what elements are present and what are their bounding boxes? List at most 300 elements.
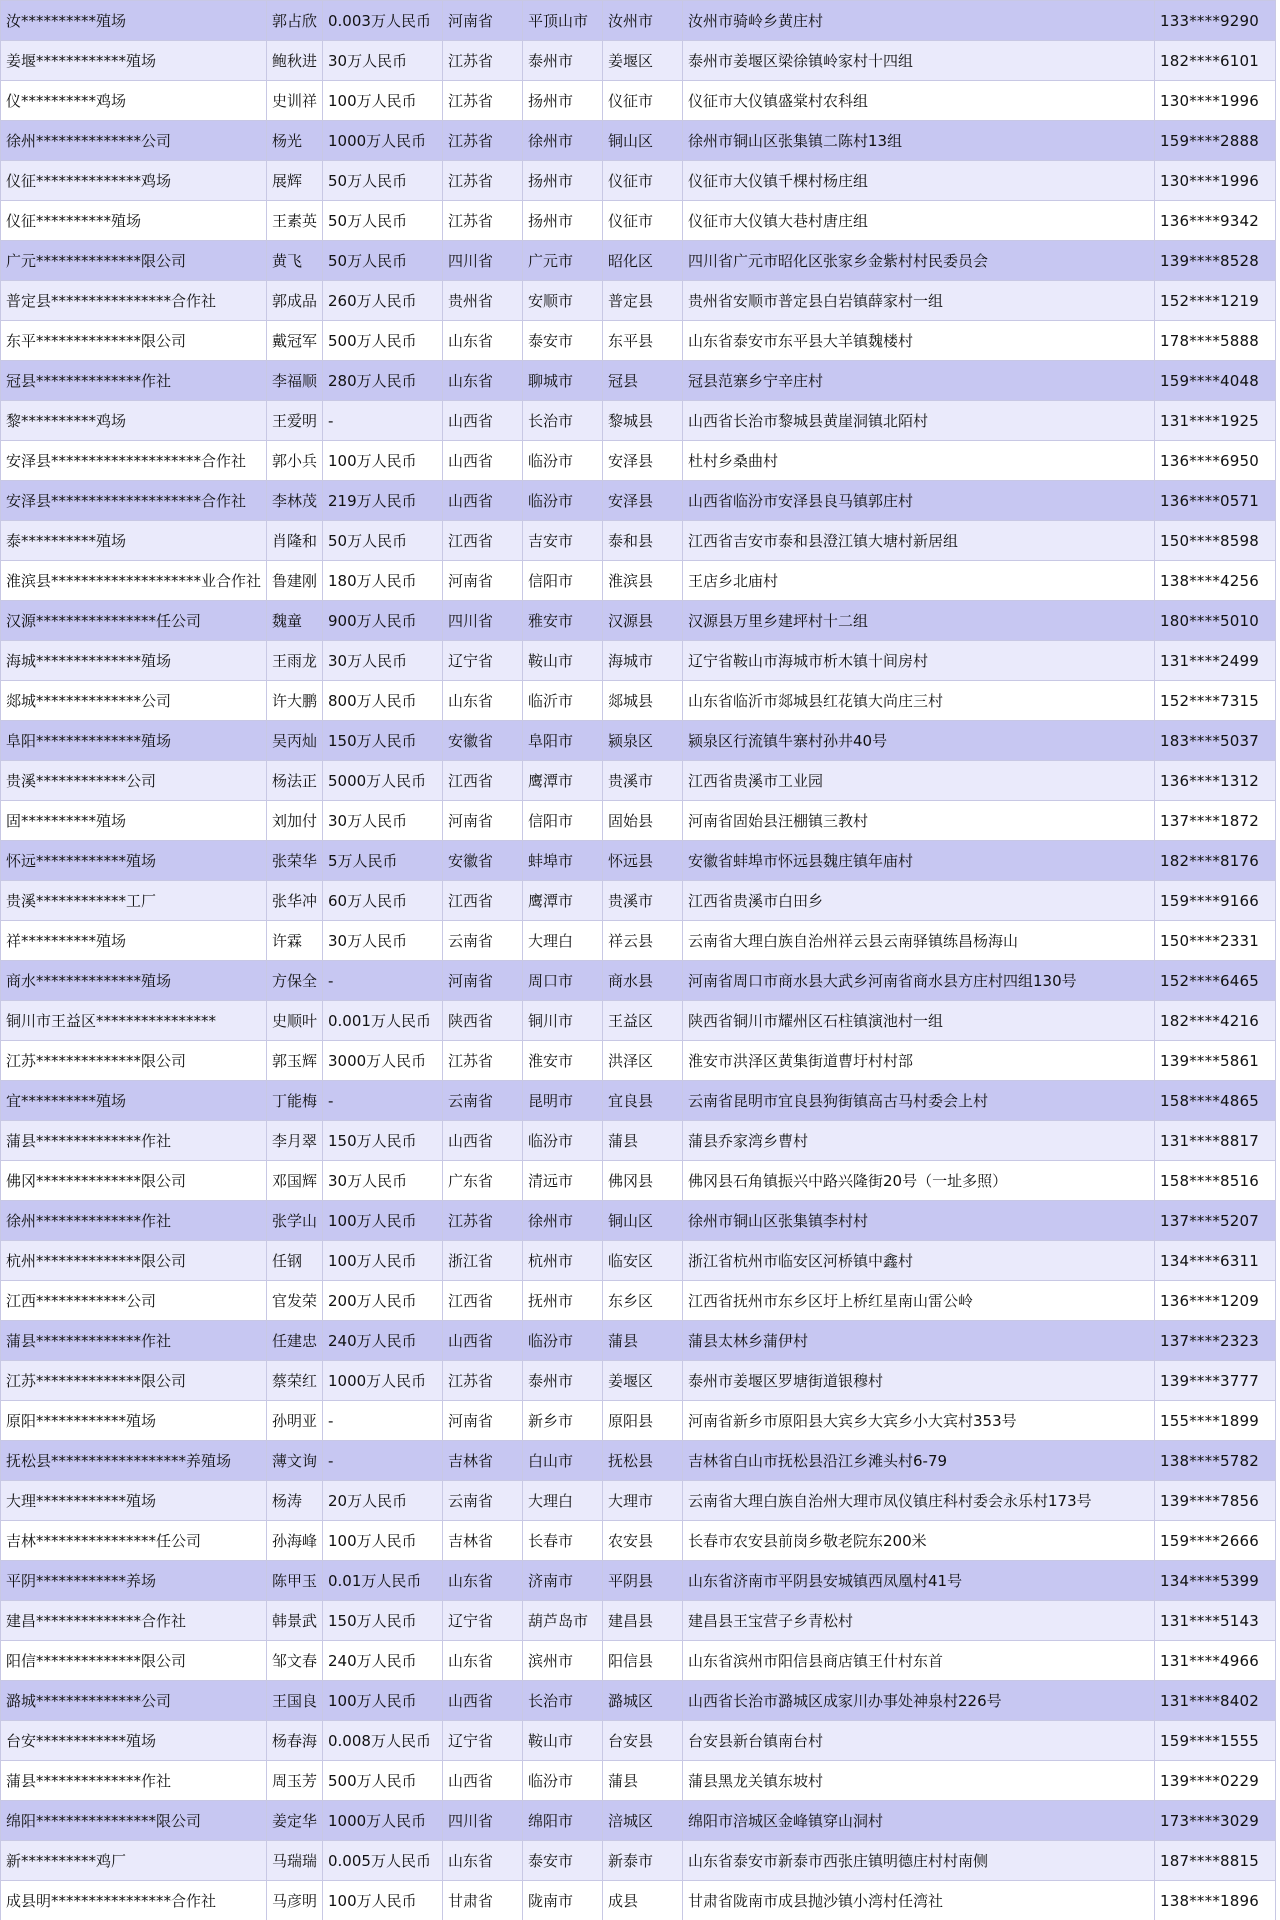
district-cell: 临安区: [603, 1241, 683, 1281]
table-row: [1, 521, 1276, 561]
company-cell: 商水**************殖场: [1, 961, 267, 1001]
capital-cell: 1000万人民币: [323, 1361, 443, 1401]
province-cell: 江苏省: [443, 121, 523, 161]
province-cell: 江苏省: [443, 81, 523, 121]
district-cell: 昭化区: [603, 241, 683, 281]
province-cell: 山东省: [443, 1561, 523, 1601]
address-cell: 辽宁省鞍山市海城市析木镇十间房村: [683, 641, 1155, 681]
city-cell: 杭州市: [523, 1241, 603, 1281]
legal-person-cell: 陈甲玉: [267, 1561, 323, 1601]
capital-cell: 3000万人民币: [323, 1041, 443, 1081]
table-row: [1, 201, 1276, 241]
legal-person-cell: 刘加付: [267, 801, 323, 841]
city-cell: 滨州市: [523, 1641, 603, 1681]
city-cell: 白山市: [523, 1441, 603, 1481]
legal-person-cell: 郭小兵: [267, 441, 323, 481]
company-cell: 安泽县********************合作社: [1, 481, 267, 521]
table-row: [1, 681, 1276, 721]
phone-cell: 131****8817: [1155, 1121, 1276, 1161]
province-cell: 河南省: [443, 961, 523, 1001]
district-cell: 蒲县: [603, 1761, 683, 1801]
company-cell: 怀远************殖场: [1, 841, 267, 881]
table-row: [1, 1001, 1276, 1041]
legal-person-cell: 官发荣: [267, 1281, 323, 1321]
capital-cell: 1000万人民币: [323, 1801, 443, 1841]
province-cell: 江苏省: [443, 161, 523, 201]
phone-cell: 139****0229: [1155, 1761, 1276, 1801]
table-row: [1, 1161, 1276, 1201]
legal-person-cell: 马瑞瑞: [267, 1841, 323, 1881]
company-cell: 仪征**********殖场: [1, 201, 267, 241]
table-row: [1, 1321, 1276, 1361]
address-cell: 山西省长治市黎城县黄崖洞镇北陌村: [683, 401, 1155, 441]
company-cell: 贵溪************工厂: [1, 881, 267, 921]
capital-cell: 500万人民币: [323, 1761, 443, 1801]
company-cell: 郯城**************公司: [1, 681, 267, 721]
table-row: [1, 1561, 1276, 1601]
company-cell: 江苏**************限公司: [1, 1041, 267, 1081]
company-cell: 佛冈**************限公司: [1, 1161, 267, 1201]
phone-cell: 159****1555: [1155, 1721, 1276, 1761]
company-cell: 平阴************养场: [1, 1561, 267, 1601]
city-cell: 临汾市: [523, 1761, 603, 1801]
province-cell: 山西省: [443, 401, 523, 441]
phone-cell: 136****1312: [1155, 761, 1276, 801]
capital-cell: 219万人民币: [323, 481, 443, 521]
records-table-body: [1, 1, 1276, 1920]
phone-cell: 139****5861: [1155, 1041, 1276, 1081]
capital-cell: 5万人民币: [323, 841, 443, 881]
address-cell: 山东省泰安市新泰市西张庄镇明德庄村村南侧: [683, 1841, 1155, 1881]
address-cell: 山东省济南市平阴县安城镇西凤凰村41号: [683, 1561, 1155, 1601]
company-cell: 安泽县********************合作社: [1, 441, 267, 481]
province-cell: 山西省: [443, 1321, 523, 1361]
city-cell: 扬州市: [523, 201, 603, 241]
company-cell: 徐州**************公司: [1, 121, 267, 161]
capital-cell: -: [323, 961, 443, 1001]
legal-person-cell: 魏童: [267, 601, 323, 641]
legal-person-cell: 鲍秋进: [267, 41, 323, 81]
province-cell: 吉林省: [443, 1521, 523, 1561]
company-cell: 潞城**************公司: [1, 1681, 267, 1721]
phone-cell: 136****1209: [1155, 1281, 1276, 1321]
legal-person-cell: 孙海峰: [267, 1521, 323, 1561]
city-cell: 新乡市: [523, 1401, 603, 1441]
phone-cell: 137****5207: [1155, 1201, 1276, 1241]
district-cell: 祥云县: [603, 921, 683, 961]
province-cell: 贵州省: [443, 281, 523, 321]
company-cell: 姜堰************殖场: [1, 41, 267, 81]
province-cell: 安徽省: [443, 721, 523, 761]
table-row: [1, 1641, 1276, 1681]
city-cell: 济南市: [523, 1561, 603, 1601]
province-cell: 山西省: [443, 1681, 523, 1721]
district-cell: 商水县: [603, 961, 683, 1001]
capital-cell: 100万人民币: [323, 1521, 443, 1561]
table-row: [1, 1041, 1276, 1081]
table-row: [1, 1281, 1276, 1321]
address-cell: 王店乡北庙村: [683, 561, 1155, 601]
address-cell: 颍泉区行流镇牛寨村孙井40号: [683, 721, 1155, 761]
district-cell: 宜良县: [603, 1081, 683, 1121]
capital-cell: 30万人民币: [323, 1161, 443, 1201]
legal-person-cell: 周玉芳: [267, 1761, 323, 1801]
district-cell: 仪征市: [603, 81, 683, 121]
address-cell: 江西省吉安市泰和县澄江镇大塘村新居组: [683, 521, 1155, 561]
legal-person-cell: 鲁建刚: [267, 561, 323, 601]
capital-cell: 260万人民币: [323, 281, 443, 321]
phone-cell: 131****5143: [1155, 1601, 1276, 1641]
legal-person-cell: 杨光: [267, 121, 323, 161]
capital-cell: 100万人民币: [323, 1681, 443, 1721]
capital-cell: 5000万人民币: [323, 761, 443, 801]
city-cell: 铜川市: [523, 1001, 603, 1041]
district-cell: 台安县: [603, 1721, 683, 1761]
legal-person-cell: 黄飞: [267, 241, 323, 281]
phone-cell: 131****2499: [1155, 641, 1276, 681]
phone-cell: 131****8402: [1155, 1681, 1276, 1721]
table-row: [1, 321, 1276, 361]
company-cell: 黎**********鸡场: [1, 401, 267, 441]
phone-cell: 136****0571: [1155, 481, 1276, 521]
province-cell: 江苏省: [443, 41, 523, 81]
company-cell: 蒲县**************作社: [1, 1121, 267, 1161]
city-cell: 吉安市: [523, 521, 603, 561]
district-cell: 姜堰区: [603, 41, 683, 81]
table-row: [1, 1361, 1276, 1401]
legal-person-cell: 郭玉辉: [267, 1041, 323, 1081]
phone-cell: 173****3029: [1155, 1801, 1276, 1841]
legal-person-cell: 丁能梅: [267, 1081, 323, 1121]
capital-cell: 150万人民币: [323, 1121, 443, 1161]
district-cell: 贵溪市: [603, 761, 683, 801]
table-row: [1, 401, 1276, 441]
company-cell: 海城**************殖场: [1, 641, 267, 681]
company-cell: 东平**************限公司: [1, 321, 267, 361]
district-cell: 仪征市: [603, 161, 683, 201]
capital-cell: 50万人民币: [323, 241, 443, 281]
table-row: [1, 1121, 1276, 1161]
city-cell: 徐州市: [523, 121, 603, 161]
address-cell: 徐州市铜山区张集镇二陈村13组: [683, 121, 1155, 161]
district-cell: 建昌县: [603, 1601, 683, 1641]
address-cell: 陕西省铜川市耀州区石柱镇演池村一组: [683, 1001, 1155, 1041]
legal-person-cell: 张荣华: [267, 841, 323, 881]
district-cell: 新泰市: [603, 1841, 683, 1881]
district-cell: 成县: [603, 1881, 683, 1920]
city-cell: 信阳市: [523, 801, 603, 841]
province-cell: 河南省: [443, 1, 523, 41]
table-row: [1, 1681, 1276, 1721]
legal-person-cell: 邹文春: [267, 1641, 323, 1681]
capital-cell: 30万人民币: [323, 921, 443, 961]
legal-person-cell: 杨春海: [267, 1721, 323, 1761]
phone-cell: 138****1896: [1155, 1881, 1276, 1920]
district-cell: 姜堰区: [603, 1361, 683, 1401]
address-cell: 建昌县王宝营子乡青松村: [683, 1601, 1155, 1641]
phone-cell: 138****4256: [1155, 561, 1276, 601]
phone-cell: 178****5888: [1155, 321, 1276, 361]
phone-cell: 158****8516: [1155, 1161, 1276, 1201]
company-cell: 蒲县**************作社: [1, 1321, 267, 1361]
phone-cell: 152****7315: [1155, 681, 1276, 721]
city-cell: 鹰潭市: [523, 881, 603, 921]
address-cell: 佛冈县石角镇振兴中路兴隆街20号（一址多照）: [683, 1161, 1155, 1201]
address-cell: 绵阳市涪城区金峰镇穿山洞村: [683, 1801, 1155, 1841]
district-cell: 抚松县: [603, 1441, 683, 1481]
province-cell: 广东省: [443, 1161, 523, 1201]
phone-cell: 136****6950: [1155, 441, 1276, 481]
province-cell: 河南省: [443, 561, 523, 601]
district-cell: 洪泽区: [603, 1041, 683, 1081]
province-cell: 四川省: [443, 241, 523, 281]
legal-person-cell: 马彦明: [267, 1881, 323, 1920]
phone-cell: 158****4865: [1155, 1081, 1276, 1121]
legal-person-cell: 展辉: [267, 161, 323, 201]
company-cell: 广元**************限公司: [1, 241, 267, 281]
district-cell: 阳信县: [603, 1641, 683, 1681]
legal-person-cell: 杨涛: [267, 1481, 323, 1521]
city-cell: 昆明市: [523, 1081, 603, 1121]
table-row: [1, 41, 1276, 81]
capital-cell: 0.008万人民币: [323, 1721, 443, 1761]
province-cell: 山东省: [443, 1641, 523, 1681]
district-cell: 汉源县: [603, 601, 683, 641]
city-cell: 大理白: [523, 921, 603, 961]
table-row: [1, 1521, 1276, 1561]
company-cell: 淮滨县********************业合作社: [1, 561, 267, 601]
district-cell: 普定县: [603, 281, 683, 321]
province-cell: 江西省: [443, 1281, 523, 1321]
capital-cell: 1000万人民币: [323, 121, 443, 161]
province-cell: 江苏省: [443, 1201, 523, 1241]
company-cell: 铜川市王益区****************: [1, 1001, 267, 1041]
legal-person-cell: 孙明亚: [267, 1401, 323, 1441]
district-cell: 东乡区: [603, 1281, 683, 1321]
district-cell: 铜山区: [603, 1201, 683, 1241]
phone-cell: 138****5782: [1155, 1441, 1276, 1481]
address-cell: 仪征市大仪镇盛棠村农科组: [683, 81, 1155, 121]
province-cell: 四川省: [443, 601, 523, 641]
table-row: [1, 441, 1276, 481]
table-row: [1, 1801, 1276, 1841]
city-cell: 阜阳市: [523, 721, 603, 761]
district-cell: 汝州市: [603, 1, 683, 41]
district-cell: 颍泉区: [603, 721, 683, 761]
district-cell: 淮滨县: [603, 561, 683, 601]
city-cell: 周口市: [523, 961, 603, 1001]
address-cell: 吉林省白山市抚松县沿江乡滩头村6-79: [683, 1441, 1155, 1481]
phone-cell: 182****6101: [1155, 41, 1276, 81]
district-cell: 郯城县: [603, 681, 683, 721]
province-cell: 云南省: [443, 1481, 523, 1521]
legal-person-cell: 邓国辉: [267, 1161, 323, 1201]
address-cell: 仪征市大仪镇大巷村唐庄组: [683, 201, 1155, 241]
capital-cell: 180万人民币: [323, 561, 443, 601]
address-cell: 浙江省杭州市临安区河桥镇中鑫村: [683, 1241, 1155, 1281]
table-row: [1, 1241, 1276, 1281]
province-cell: 吉林省: [443, 1441, 523, 1481]
address-cell: 河南省周口市商水县大武乡河南省商水县方庄村四组130号: [683, 961, 1155, 1001]
province-cell: 山东省: [443, 681, 523, 721]
table-row: [1, 1201, 1276, 1241]
table-row: [1, 241, 1276, 281]
table-row: [1, 1441, 1276, 1481]
province-cell: 江西省: [443, 881, 523, 921]
phone-cell: 136****9342: [1155, 201, 1276, 241]
table-row: [1, 801, 1276, 841]
address-cell: 蒲县黑龙关镇东坡村: [683, 1761, 1155, 1801]
district-cell: 怀远县: [603, 841, 683, 881]
capital-cell: 150万人民币: [323, 1601, 443, 1641]
city-cell: 陇南市: [523, 1881, 603, 1920]
phone-cell: 152****6465: [1155, 961, 1276, 1001]
company-cell: 大理************殖场: [1, 1481, 267, 1521]
phone-cell: 133****9290: [1155, 1, 1276, 41]
address-cell: 山西省长治市潞城区成家川办事处神泉村226号: [683, 1681, 1155, 1721]
legal-person-cell: 张华冲: [267, 881, 323, 921]
capital-cell: 50万人民币: [323, 161, 443, 201]
phone-cell: 182****4216: [1155, 1001, 1276, 1041]
table-row: [1, 721, 1276, 761]
company-cell: 成县明****************合作社: [1, 1881, 267, 1920]
city-cell: 泰安市: [523, 321, 603, 361]
table-row: [1, 81, 1276, 121]
address-cell: 杜村乡桑曲村: [683, 441, 1155, 481]
table-row: [1, 1601, 1276, 1641]
table-row: [1, 161, 1276, 201]
company-cell: 仪**********鸡场: [1, 81, 267, 121]
province-cell: 辽宁省: [443, 641, 523, 681]
province-cell: 云南省: [443, 921, 523, 961]
district-cell: 铜山区: [603, 121, 683, 161]
address-cell: 云南省大理白族自治州大理市凤仪镇庄科村委会永乐村173号: [683, 1481, 1155, 1521]
province-cell: 山西省: [443, 481, 523, 521]
city-cell: 临汾市: [523, 481, 603, 521]
city-cell: 长治市: [523, 1681, 603, 1721]
address-cell: 淮安市洪泽区黄集街道曹圩村村部: [683, 1041, 1155, 1081]
legal-person-cell: 王素英: [267, 201, 323, 241]
company-cell: 原阳************殖场: [1, 1401, 267, 1441]
address-cell: 台安县新台镇南台村: [683, 1721, 1155, 1761]
district-cell: 黎城县: [603, 401, 683, 441]
legal-person-cell: 蔡荣红: [267, 1361, 323, 1401]
company-cell: 宜**********殖场: [1, 1081, 267, 1121]
capital-cell: -: [323, 1081, 443, 1121]
phone-cell: 130****1996: [1155, 81, 1276, 121]
table-row: [1, 1481, 1276, 1521]
province-cell: 四川省: [443, 1801, 523, 1841]
capital-cell: 200万人民币: [323, 1281, 443, 1321]
province-cell: 山东省: [443, 1841, 523, 1881]
phone-cell: 187****8815: [1155, 1841, 1276, 1881]
company-cell: 阳信**************限公司: [1, 1641, 267, 1681]
province-cell: 山西省: [443, 1121, 523, 1161]
city-cell: 泰州市: [523, 1361, 603, 1401]
company-cell: 江苏**************限公司: [1, 1361, 267, 1401]
district-cell: 海城市: [603, 641, 683, 681]
district-cell: 农安县: [603, 1521, 683, 1561]
phone-cell: 137****2323: [1155, 1321, 1276, 1361]
city-cell: 泰安市: [523, 1841, 603, 1881]
address-cell: 山东省泰安市东平县大羊镇魏楼村: [683, 321, 1155, 361]
company-cell: 蒲县**************作社: [1, 1761, 267, 1801]
company-cell: 杭州**************限公司: [1, 1241, 267, 1281]
capital-cell: 20万人民币: [323, 1481, 443, 1521]
city-cell: 扬州市: [523, 81, 603, 121]
address-cell: 蒲县乔家湾乡曹村: [683, 1121, 1155, 1161]
legal-person-cell: 任钢: [267, 1241, 323, 1281]
company-cell: 建昌**************合作社: [1, 1601, 267, 1641]
address-cell: 安徽省蚌埠市怀远县魏庄镇年庙村: [683, 841, 1155, 881]
legal-person-cell: 郭占欣: [267, 1, 323, 41]
city-cell: 扬州市: [523, 161, 603, 201]
capital-cell: 100万人民币: [323, 1881, 443, 1920]
table-row: [1, 761, 1276, 801]
district-cell: 原阳县: [603, 1401, 683, 1441]
legal-person-cell: 姜定华: [267, 1801, 323, 1841]
province-cell: 甘肃省: [443, 1881, 523, 1920]
address-cell: 江西省贵溪市工业园: [683, 761, 1155, 801]
table-row: [1, 121, 1276, 161]
phone-cell: 159****2888: [1155, 121, 1276, 161]
company-cell: 汉源****************任公司: [1, 601, 267, 641]
city-cell: 鹰潭市: [523, 761, 603, 801]
table-row: [1, 1, 1276, 41]
capital-cell: -: [323, 1441, 443, 1481]
city-cell: 蚌埠市: [523, 841, 603, 881]
capital-cell: 100万人民币: [323, 1201, 443, 1241]
capital-cell: 240万人民币: [323, 1321, 443, 1361]
city-cell: 临汾市: [523, 1121, 603, 1161]
province-cell: 浙江省: [443, 1241, 523, 1281]
capital-cell: 30万人民币: [323, 41, 443, 81]
address-cell: 四川省广元市昭化区张家乡金紫村村民委员会: [683, 241, 1155, 281]
city-cell: 临汾市: [523, 1321, 603, 1361]
phone-cell: 130****1996: [1155, 161, 1276, 201]
province-cell: 山西省: [443, 1761, 523, 1801]
address-cell: 江西省贵溪市白田乡: [683, 881, 1155, 921]
legal-person-cell: 杨法正: [267, 761, 323, 801]
city-cell: 徐州市: [523, 1201, 603, 1241]
capital-cell: 800万人民币: [323, 681, 443, 721]
phone-cell: 134****5399: [1155, 1561, 1276, 1601]
capital-cell: 240万人民币: [323, 1641, 443, 1681]
phone-cell: 180****5010: [1155, 601, 1276, 641]
legal-person-cell: 王雨龙: [267, 641, 323, 681]
table-row: [1, 641, 1276, 681]
phone-cell: 150****8598: [1155, 521, 1276, 561]
company-cell: 仪征**************鸡场: [1, 161, 267, 201]
city-cell: 大理白: [523, 1481, 603, 1521]
address-cell: 长春市农安县前岗乡敬老院东200米: [683, 1521, 1155, 1561]
district-cell: 泰和县: [603, 521, 683, 561]
phone-cell: 134****6311: [1155, 1241, 1276, 1281]
company-cell: 冠县**************作社: [1, 361, 267, 401]
district-cell: 安泽县: [603, 481, 683, 521]
table-row: [1, 281, 1276, 321]
address-cell: 徐州市铜山区张集镇李村村: [683, 1201, 1155, 1241]
address-cell: 泰州市姜堰区罗塘街道银穆村: [683, 1361, 1155, 1401]
legal-person-cell: 许大鹏: [267, 681, 323, 721]
legal-person-cell: 王国良: [267, 1681, 323, 1721]
address-cell: 蒲县太林乡蒲伊村: [683, 1321, 1155, 1361]
district-cell: 平阴县: [603, 1561, 683, 1601]
province-cell: 江苏省: [443, 1361, 523, 1401]
city-cell: 平顶山市: [523, 1, 603, 41]
legal-person-cell: 李月翠: [267, 1121, 323, 1161]
district-cell: 固始县: [603, 801, 683, 841]
